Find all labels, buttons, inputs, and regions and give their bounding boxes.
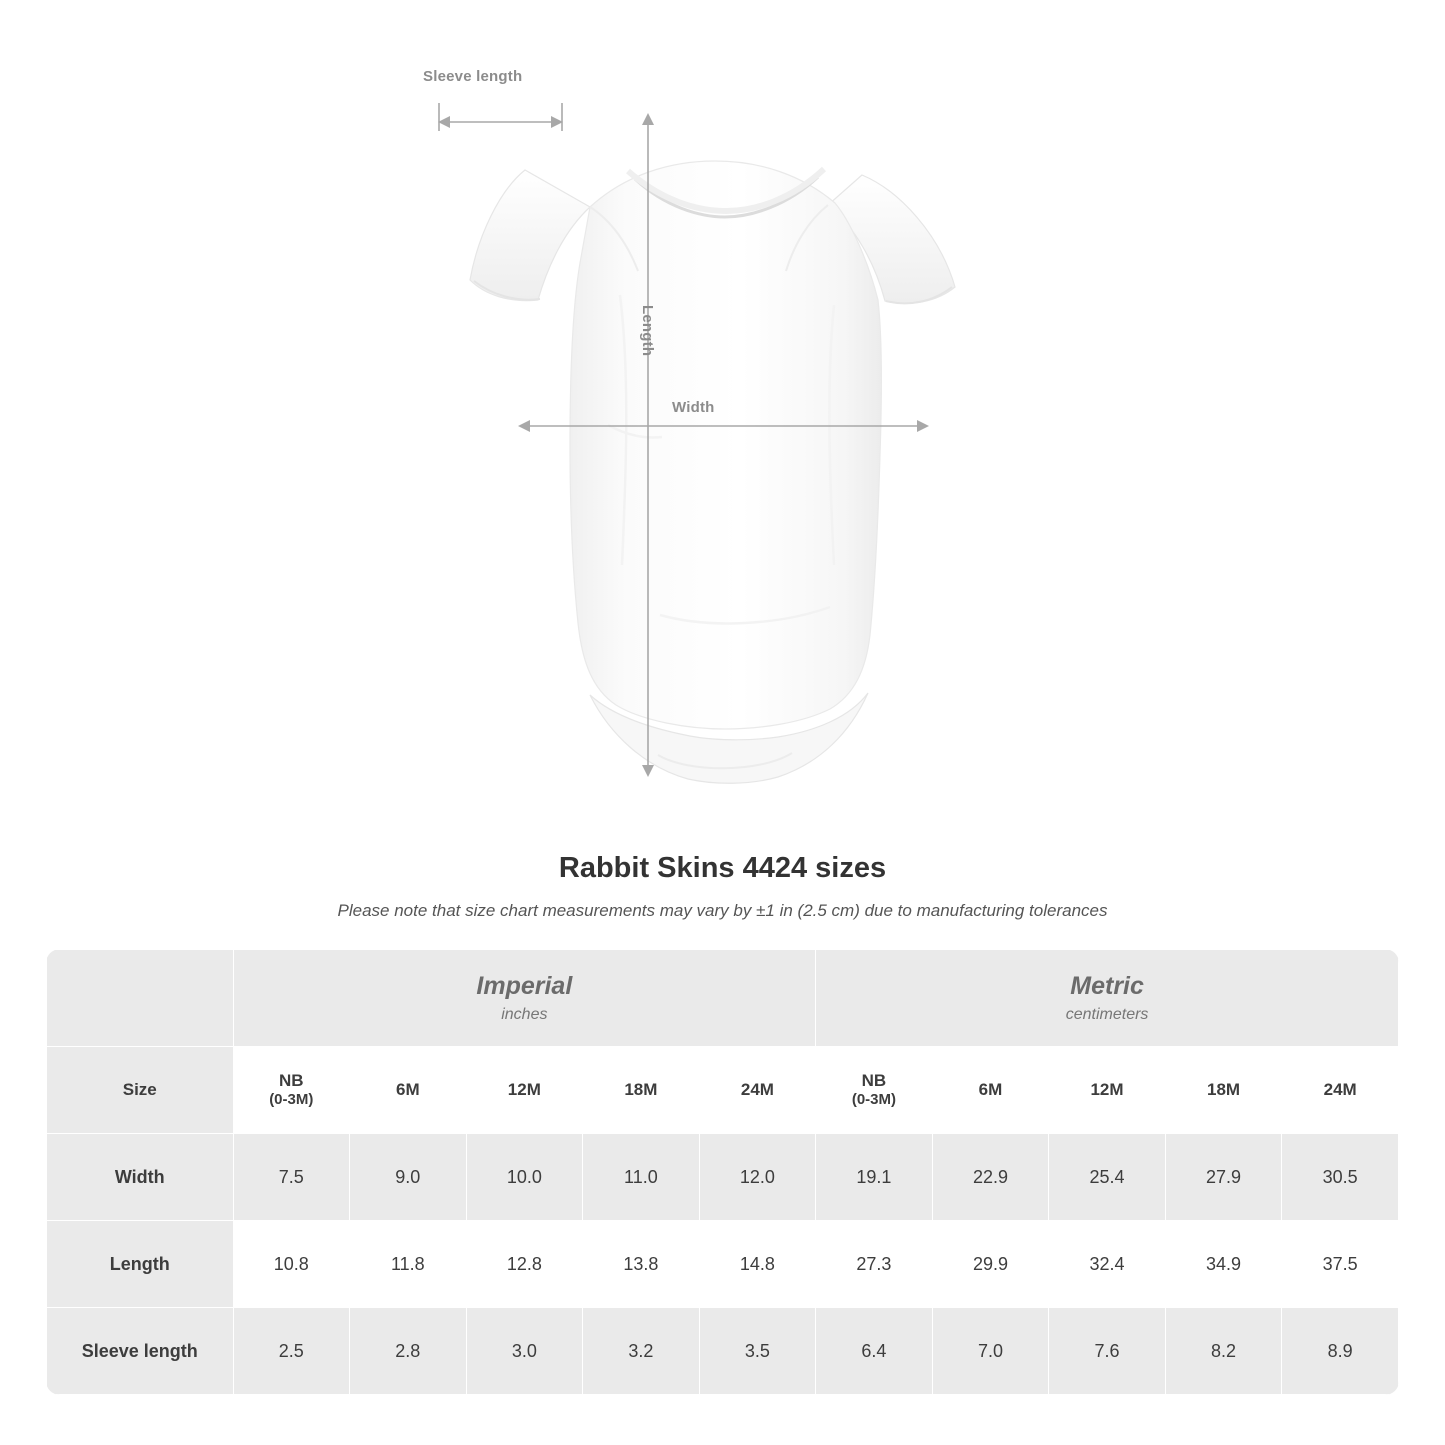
width-arrow-right — [917, 420, 929, 432]
cell-sleeve-8: 8.2 — [1165, 1308, 1282, 1395]
cell-width-0: 7.5 — [233, 1134, 350, 1221]
unit-group-metric-sub: centimeters — [1065, 1005, 1149, 1023]
width-label: Width — [672, 399, 715, 416]
cell-length-9: 37.5 — [1282, 1221, 1399, 1308]
header-size-5-main: NB — [861, 1071, 887, 1090]
unit-corner-cell — [47, 950, 234, 1047]
cell-sleeve-5: 6.4 — [816, 1308, 933, 1395]
header-size-0-main: NB — [279, 1071, 304, 1090]
table-head — [47, 950, 1399, 1134]
header-size-8-main: 18M — [1206, 1080, 1241, 1100]
header-size-9 — [1282, 1047, 1399, 1134]
size-header-row — [47, 1047, 1399, 1134]
unit-group-imperial — [233, 950, 816, 1047]
header-size-9-main: 24M — [1323, 1080, 1357, 1100]
header-size-5-sub: (0-3M) — [851, 1091, 897, 1109]
cell-width-6: 22.9 — [932, 1134, 1049, 1221]
header-size-5 — [816, 1047, 933, 1134]
sleeve-length-label: Sleeve length — [423, 68, 523, 85]
header-size-4 — [699, 1047, 816, 1134]
header-size-2 — [466, 1047, 583, 1134]
length-arrow-top — [642, 113, 654, 125]
row-label-length: Length — [47, 1221, 234, 1308]
unit-group-imperial-sub: inches — [501, 1005, 548, 1023]
body-shape — [570, 161, 881, 729]
cell-sleeve-0: 2.5 — [233, 1308, 350, 1395]
size-chart-table — [46, 949, 1399, 1395]
size-chart-table-wrapper — [46, 949, 1399, 1395]
header-size-8 — [1165, 1047, 1282, 1134]
cell-sleeve-6: 7.0 — [932, 1308, 1049, 1395]
cell-length-8: 34.9 — [1165, 1221, 1282, 1308]
cell-length-1: 11.8 — [350, 1221, 467, 1308]
left-sleeve-shape — [470, 170, 590, 301]
cell-width-2: 10.0 — [466, 1134, 583, 1221]
header-size-1-main: 6M — [396, 1080, 420, 1100]
row-label-width: Width — [47, 1134, 234, 1221]
unit-group-row — [47, 950, 1399, 1047]
cell-sleeve-2: 3.0 — [466, 1308, 583, 1395]
header-size-label: Size — [47, 1047, 234, 1134]
bodysuit-svg — [430, 95, 1020, 785]
cell-length-3: 13.8 — [583, 1221, 700, 1308]
unit-group-metric-name: Metric — [1070, 972, 1144, 1001]
cell-length-7: 32.4 — [1049, 1221, 1166, 1308]
cell-width-4: 12.0 — [699, 1134, 816, 1221]
cell-length-4: 14.8 — [699, 1221, 816, 1308]
header-size-7-main: 12M — [1090, 1080, 1124, 1100]
cell-sleeve-9: 8.9 — [1282, 1308, 1399, 1395]
header-size-4-main: 24M — [740, 1080, 774, 1100]
length-arrow-bottom — [642, 765, 654, 777]
header-size-7 — [1049, 1047, 1166, 1134]
header-size-3-main: 18M — [624, 1080, 658, 1100]
cell-sleeve-3: 3.2 — [583, 1308, 700, 1395]
cell-sleeve-4: 3.5 — [699, 1308, 816, 1395]
cell-width-9: 30.5 — [1282, 1134, 1399, 1221]
cell-width-7: 25.4 — [1049, 1134, 1166, 1221]
header-size-6 — [932, 1047, 1049, 1134]
unit-group-imperial-name: Imperial — [476, 972, 573, 1001]
tolerance-note: Please note that size chart measurements may vary by ±1 in (2.5 cm) due to manufacturing tolerances — [337, 901, 1108, 920]
header-size-0 — [233, 1047, 350, 1134]
width-arrow-left — [518, 420, 530, 432]
header-size-1 — [350, 1047, 467, 1134]
cell-length-0: 10.8 — [233, 1221, 350, 1308]
table-body — [47, 1134, 1399, 1395]
title-block — [0, 852, 1445, 921]
cell-width-8: 27.9 — [1165, 1134, 1282, 1221]
garment-image — [430, 95, 1020, 785]
cell-width-1: 9.0 — [350, 1134, 467, 1221]
cell-width-3: 11.0 — [583, 1134, 700, 1221]
page-title: Rabbit Skins 4424 sizes — [558, 852, 887, 884]
row-label-sleeve-length: Sleeve length — [47, 1308, 234, 1395]
unit-group-metric — [816, 950, 1399, 1047]
cell-length-5: 27.3 — [816, 1221, 933, 1308]
length-label: Length — [639, 305, 656, 357]
cell-sleeve-7: 7.6 — [1049, 1308, 1166, 1395]
cell-length-2: 12.8 — [466, 1221, 583, 1308]
header-size-0-sub: (0-3M) — [269, 1091, 314, 1109]
cell-sleeve-1: 2.8 — [350, 1308, 467, 1395]
cell-length-6: 29.9 — [932, 1221, 1049, 1308]
table-row — [47, 1308, 1399, 1395]
cell-width-5: 19.1 — [816, 1134, 933, 1221]
table-row — [47, 1221, 1399, 1308]
header-size-6-main: 6M — [978, 1080, 1003, 1100]
header-size-3 — [583, 1047, 700, 1134]
table-row — [47, 1134, 1399, 1221]
header-size-2-main: 12M — [507, 1080, 541, 1100]
